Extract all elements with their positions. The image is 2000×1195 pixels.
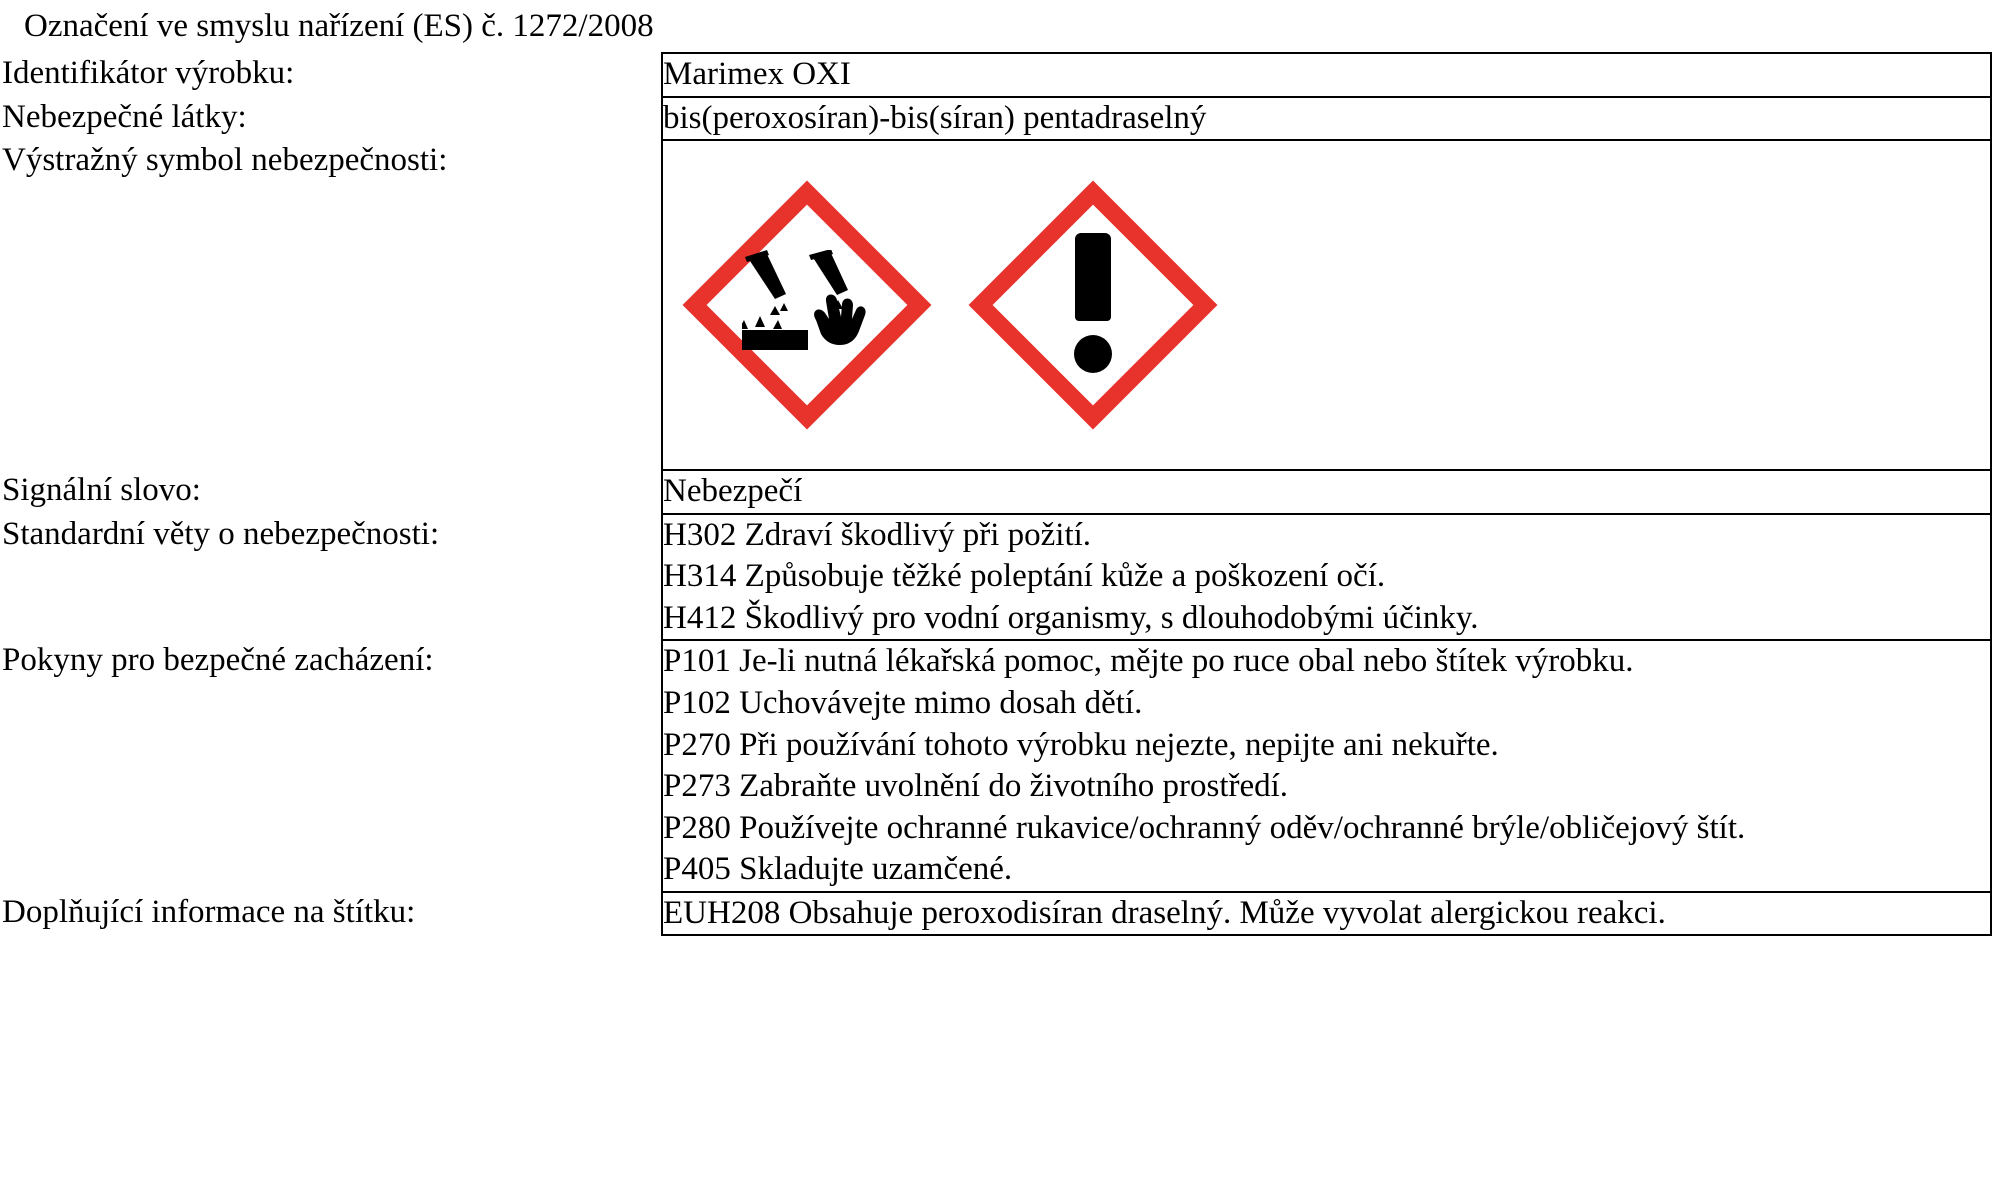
corrosion-icon <box>742 250 872 360</box>
table-row-hazardous-substances <box>2 97 1991 141</box>
table-row-signal-word <box>2 470 1991 514</box>
table-row-hazard-statements <box>2 514 1991 641</box>
page-title: Označení ve smyslu nařízení (ES) č. 1272/2008 <box>24 8 654 44</box>
list-item: H314 Způsobuje těžké poleptání kůže a poškození očí. <box>663 558 1386 595</box>
row-label-supplemental-information: Doplňující informace na štítku: <box>2 893 416 930</box>
row-label-hazard-statements: Standardní věty o nebezpečnosti: <box>2 515 440 552</box>
table-row-precautionary-statements <box>2 640 1991 891</box>
row-value-signal-word: Nebezpečí <box>662 470 1991 514</box>
list-item: P101 Je-li nutná lékařská pomoc, mějte po ruce obal nebo štítek výrobku. <box>663 643 1634 680</box>
row-label-product-identifier: Identifikátor výrobku: <box>2 54 295 91</box>
ghs07-exclamation-mark-pictogram <box>969 181 1217 429</box>
pictogram-artwork-corrosion <box>683 181 931 429</box>
precautionary-statement-list <box>663 641 1990 890</box>
row-label-signal-word: Signální slovo: <box>2 472 201 509</box>
list-item: P280 Používejte ochranné rukavice/ochranný oděv/ochranné brýle/obličejový štít. <box>663 809 1746 846</box>
pictogram-artwork-exclamation <box>969 181 1217 429</box>
supplemental-information-list <box>663 893 1990 935</box>
list-item: P270 Při používání tohoto výrobku nejezte, nepijte ani nekuřte. <box>663 726 1499 763</box>
list-item: H412 Škodlivý pro vodní organismy, s dlouhodobými účinky. <box>663 599 1479 636</box>
row-value-hazard-pictograms <box>662 140 1991 470</box>
list-item: EUH208 Obsahuje peroxodisíran draselný. Může vyvolat alergickou reakci. <box>663 894 1666 931</box>
hazard-statement-list <box>663 515 1990 640</box>
row-value-product-identifier: Marimex OXI <box>662 53 1991 97</box>
row-value-hazardous-substances: bis(peroxosíran)-bis(síran) pentadraselný <box>662 97 1991 141</box>
hazard-label-table <box>2 52 1992 937</box>
exclamation-mark-icon <box>1074 233 1112 373</box>
list-item: P273 Zabraňte uvolnění do životního prostředí. <box>663 768 1289 805</box>
list-item: P102 Uchovávejte mimo dosah dětí. <box>663 684 1143 721</box>
ghs05-corrosion-pictogram <box>683 181 931 429</box>
table-row-product-identifier <box>2 53 1991 97</box>
list-item: H302 Zdraví škodlivý při požití. <box>663 516 1092 553</box>
row-label-hazardous-substances: Nebezpečné látky: <box>2 98 247 135</box>
row-value-supplemental-information <box>662 892 1991 936</box>
list-item: P405 Skladujte uzamčené. <box>663 851 1013 888</box>
table-row-supplemental-information <box>2 892 1991 936</box>
pictogram-group <box>663 141 1990 469</box>
row-label-hazard-pictograms: Výstražný symbol nebezpečnosti: <box>2 142 448 179</box>
row-value-hazard-statements <box>662 514 1991 641</box>
row-label-precautionary-statements: Pokyny pro bezpečné zacházení: <box>2 642 434 679</box>
row-value-precautionary-statements <box>662 640 1991 891</box>
table-row-hazard-pictograms <box>2 140 1991 470</box>
